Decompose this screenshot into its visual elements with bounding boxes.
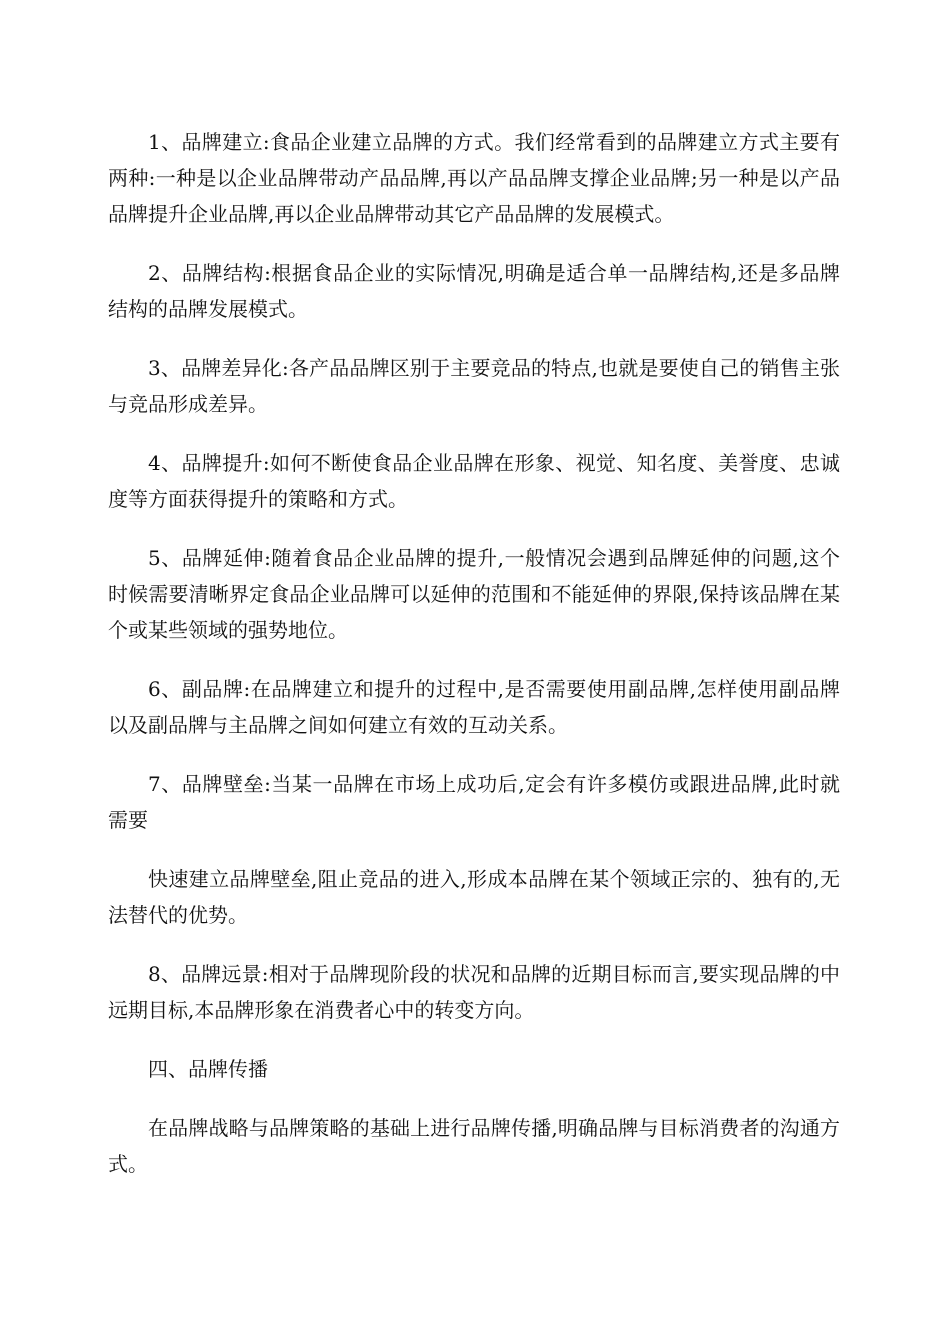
paragraph-brand-barrier: 7、品牌壁垒:当某一品牌在市场上成功后,定会有许多模仿或跟进品牌,此时就需要 (108, 772, 840, 832)
paragraph-brand-vision: 8、品牌远景:相对于品牌现阶段的状况和品牌的近期目标而言,要实现品牌的中远期目标,本品牌形象在消费者心中的转变方向。 (108, 962, 840, 1022)
section-heading-brand-communication: 四、品牌传播 (148, 1057, 268, 1081)
document-body (108, 124, 840, 1205)
paragraph-brand-extension: 5、品牌延伸:随着食品企业品牌的提升,一般情况会遇到品牌延伸的问题,这个时候需要清晰界定食品企业品牌可以延伸的范围和不能延伸的界限,保持该品牌在某个或某些领域的强势地位。 (108, 546, 840, 642)
paragraph-brand-upgrade: 4、品牌提升:如何不断使食品企业品牌在形象、视觉、知名度、美誉度、忠诚度等方面获得提升的策略和方式。 (108, 451, 840, 511)
paragraph-brand-communication: 在品牌战略与品牌策略的基础上进行品牌传播,明确品牌与目标消费者的沟通方式。 (108, 1116, 840, 1176)
paragraph-brand-structure: 2、品牌结构:根据食品企业的实际情况,明确是适合单一品牌结构,还是多品牌结构的品牌发展模式。 (108, 261, 840, 321)
paragraph-sub-brand: 6、副品牌:在品牌建立和提升的过程中,是否需要使用副品牌,怎样使用副品牌以及副品牌与主品牌之间如何建立有效的互动关系。 (108, 677, 840, 737)
paragraph-brand-barrier-continued: 快速建立品牌壁垒,阻止竞品的进入,形成本品牌在某个领域正宗的、独有的,无法替代的优势。 (108, 867, 840, 927)
paragraph-brand-establishment: 1、品牌建立:食品企业建立品牌的方式。我们经常看到的品牌建立方式主要有两种:一种是以企业品牌带动产品品牌,再以产品品牌支撑企业品牌;另一种是以产品品牌提升企业品牌,再以企业品牌带动其它产品品牌的发展模式。 (108, 130, 840, 226)
paragraph-brand-differentiation: 3、品牌差异化:各产品品牌区别于主要竞品的特点,也就是要使自己的销售主张与竞品形成差异。 (108, 356, 840, 416)
